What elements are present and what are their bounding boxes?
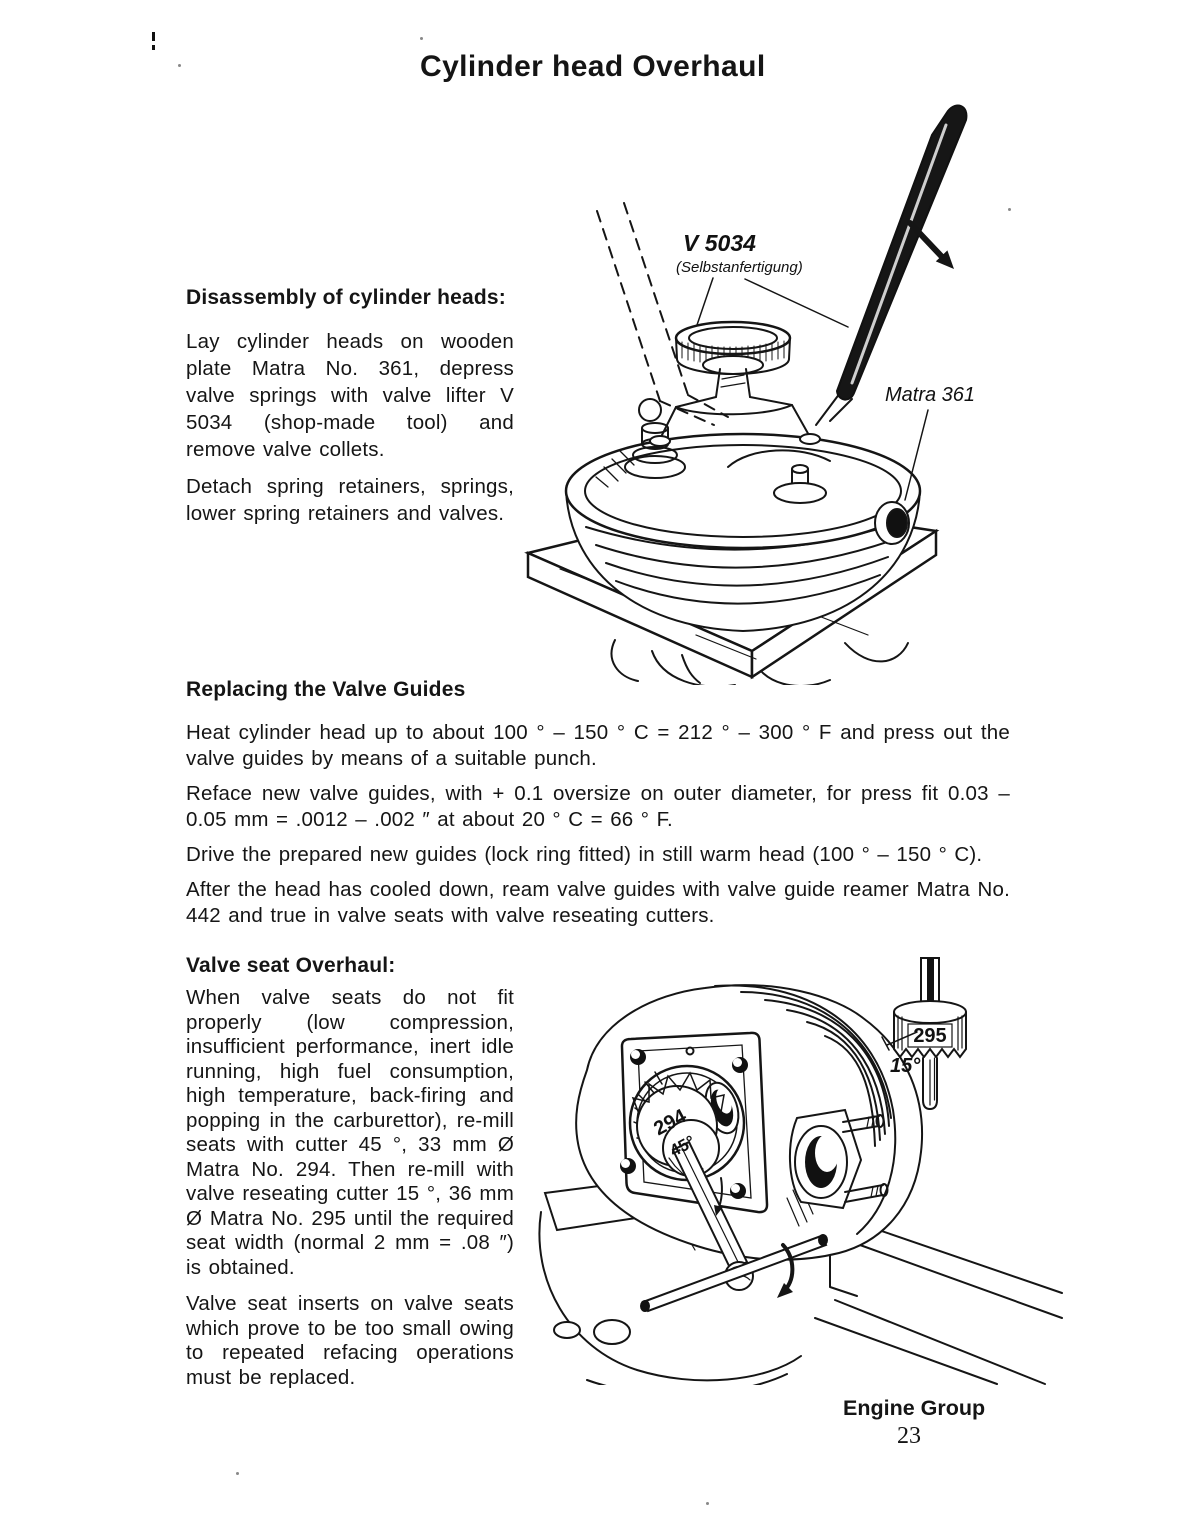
valve-seat-text — [186, 986, 514, 1402]
disassembly-text — [186, 328, 514, 536]
valve-lifter-tool — [650, 322, 852, 446]
scan-speckle — [178, 64, 181, 67]
paragraph: Lay cylinder heads on wooden plate Matra No. 361, depress valve springs with valve lifter V 5034 (shop-made tool) and remove valve collets. — [186, 330, 514, 461]
paragraph: After the head has cooled down, ream valve guides with valve guide reamer Matra No. 442 and true in valve seats with valve reseating cutters. — [186, 878, 1010, 927]
page-number: 23 — [897, 1423, 921, 1449]
label-selbstanfertigung: (Selbstanfertigung) — [676, 259, 803, 276]
label-295: 295 — [913, 1025, 947, 1047]
scan-speckle — [706, 1502, 709, 1505]
paragraph: Reface new valve guides, with + 0.1 oversize on outer diameter, for press fit 0.03 – 0.05 mm = .0012 – .002 ″ at about 20 ° C = 66 ° F. — [186, 782, 1010, 831]
paragraph: Drive the prepared new guides (lock ring fitted) in still warm head (100 ° – 150 ° C). — [186, 843, 983, 866]
figure2-valve-seat-illustration — [525, 950, 1065, 1385]
scan-speckle — [236, 1472, 239, 1475]
footer-group-label: Engine Group — [843, 1396, 986, 1420]
label-leader-lines — [697, 278, 848, 327]
scan-artifact-tick — [152, 45, 155, 50]
heading-disassembly: Disassembly of cylinder heads: — [186, 286, 506, 309]
label-294: 294 — [650, 1105, 691, 1141]
valve-guides-text — [186, 720, 1010, 938]
direction-arrow-icon — [910, 223, 954, 269]
paragraph: Valve seat inserts on valve seats which prove to be too small owing to repeated refacing operations must be replaced. — [186, 1292, 514, 1389]
scan-artifact-tick — [152, 32, 155, 41]
label-15deg: 15° — [890, 1055, 921, 1077]
label-matra361: Matra 361 — [885, 384, 976, 406]
paragraph: Detach spring retainers, springs, lower spring retainers and valves. — [186, 475, 514, 525]
label-45deg: 45° — [666, 1131, 699, 1161]
figure1-valve-lifter-illustration — [500, 95, 1000, 685]
label-v5034: V 5034 — [683, 230, 756, 256]
heading-valve-seat: Valve seat Overhaul: — [186, 954, 396, 977]
page-title: Cylinder head Overhaul — [420, 50, 766, 83]
paragraph: When valve seats do not fit properly (low compression, insufficient performance, inert idle running, high fuel consumption, high temperature, back-firing and popping in the carburettor), re-mill seats with cutter 45 °, 33 mm Ø Matra No. 294. Then re-mill with valve reseating cutter 15 °, 36 mm Ø Matra No. 295 until the required seat width (normal 2 mm = .08 ″) is obtained. — [186, 986, 514, 1279]
scan-speckle — [1008, 208, 1011, 211]
heading-valve-guides: Replacing the Valve Guides — [186, 678, 466, 701]
lever-pivot — [639, 399, 661, 421]
scan-speckle — [420, 37, 423, 40]
paragraph: Heat cylinder head up to about 100 ° – 150 ° C = 212 ° – 300 ° F and press out the valve guides by means of a suitable punch. — [186, 721, 1010, 770]
